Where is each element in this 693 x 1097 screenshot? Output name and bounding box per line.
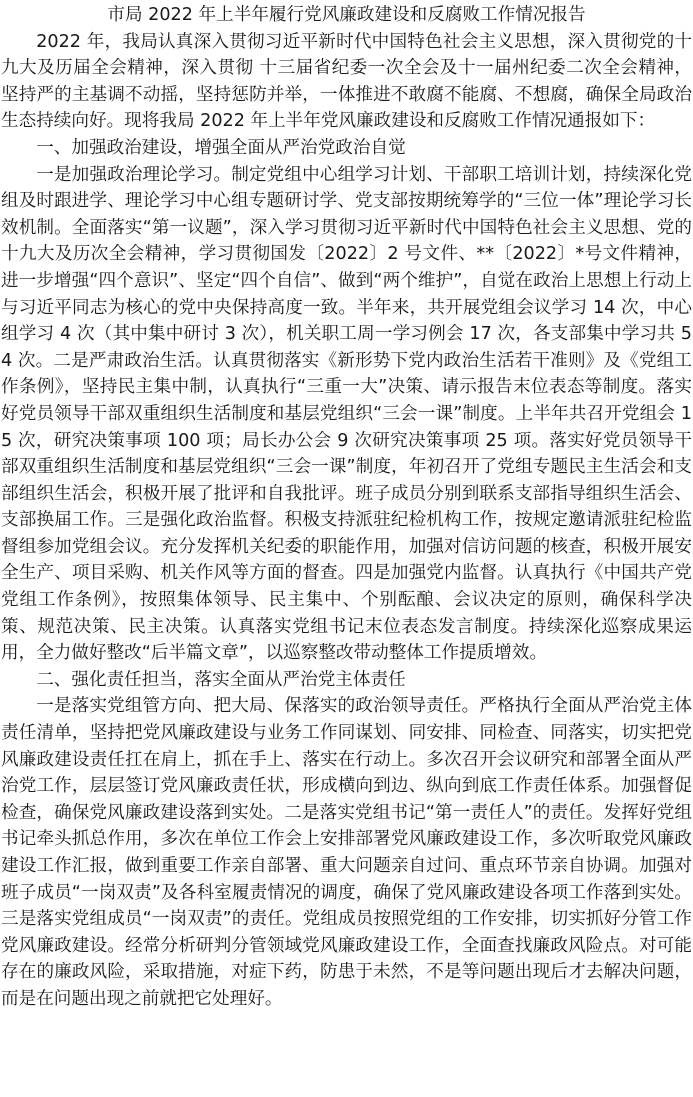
paragraph-section-2-body: 一是落实党组管方向、把大局、保落实的政治领导责任。严格执行全面从严治党主体责任清单，坚持把党风廉政建设与业务工作同谋划、同安排、同检查、同落实，切实把党风廉政建设责任扛在肩上，抓在手上、落实在行动上。多次召开会议研究和部署全面从严治党工作，层层签订党风廉政责任状，形成横向到边、纵向到底工作责任体系。加强督促检查，确保党风廉政建设落到实处。二是落实党组书记“第一责任人”的责任。发挥好党组书记牵头抓总作用，多次在单位工作会上安排部署党风廉政建设工作，多次听取党风廉政建设工作汇报，做到重要工作亲自部署、重大问题亲自过问、重点环节亲自协调。加强对班子成员“一岗双责”及各科室履责情况的调度，确保了党风廉政建设各项工作落到实处。三是落实党组成员“一岗双责”的责任。党组成员按照党组的工作安排，切实抓好分管工作党风廉政建设。经常分析研判分管领域党风廉政建设工作，全面查找廉政风险点。对可能存在的廉政风险，采取措施，对症下药，防患于未然，不是等问题出现后才去解决问题，而是在问题出现之前就把它处理好。 [1, 696, 692, 1009]
paragraph-section-1-body: 一是加强政治理论学习。制定党组中心组学习计划、干部职工培训计划，持续深化党组及时跟进学、理论学习中心组专题研讨学、党支部按期统筹学的“三位一体”理论学习长效机制。全面落实“第一议题”，深入学习贯彻习近平新时代中国特色社会主义思想、党的十九大及历次全会精神，学习贯彻国发〔2022〕2 号文件、**〔2022〕*号文件精神，进一步增强“四个意识”、坚定“四个自信”、做到“两个维护”，自觉在政治上思想上行动上与习近平同志为核心的党中央保持高度一致。半年来，共开展党组会议学习 14 次，中心组学习 4 次（其中集中研讨 3 次），机关职工周一学习例会 17 次，各支部集中学习共 54 次。二是严肃政治生活。认真贯彻落实《新形势下党内政治生活若干准则》及《党组工作条例》，坚持民主集中制，认真执行“三重一大”决策、请示报告末位表态等制度。落实好党员领导干部双重组织生活制度和基层党组织“三会一课”制度。上半年共召开党组会 15 次，研究决策事项 100 项；局长办公会 9 次研究决策事项 25 项。落实好党员领导干部双重组织生活制度和基层党组织“三会一课”制度，年初召开了党组专题民主生活会和支部组织生活会，积极开展了批评和自我批评。班子成员分别到联系支部指导组织生活会、支部换届工作。三是强化政治监督。积极支持派驻纪检机构工作，按规定邀请派驻纪检监督组参加党组会议。充分发挥机关纪委的职能作用，加强对信访问题的核查，积极开展安全生产、项目采购、机关作风等方面的督查。四是加强党内监督。认真执行《中国共产党党组工作条例》，按照集体领导、民主集中、个别酝酿、会议决定的原则，确保科学决策、规范决策、民主决策。认真落实党组书记末位表态发言制度。持续深化巡察成果运用，全力做好整改“后半篇文章”，以巡察整改带动整体工作提质增效。 [1, 164, 692, 664]
paragraph-intro: 2022 年，我局认真深入贯彻习近平新时代中国特色社会主义思想，深入贯彻党的十九大及历届全会精神，深入贯彻 十三届省纪委一次全会及十一届州纪委二次全会精神，坚持严的主基调不动摇，坚持惩防并举，一体推进不敢腐不能腐、不想腐，确保全局政治生态持续向好。现将我局 2022 年上半年党风廉政建设和反腐败工作情况通报如下： [1, 31, 692, 132]
section-heading-1: 一、加强政治建设，增强全面从严治党政治自觉 [36, 137, 406, 158]
section-heading-2: 二、强化责任担当，落实全面从严治党主体责任 [36, 669, 406, 690]
document-title: 市局 2022 年上半年履行党风廉政建设和反腐败工作情况报告 [107, 5, 586, 25]
